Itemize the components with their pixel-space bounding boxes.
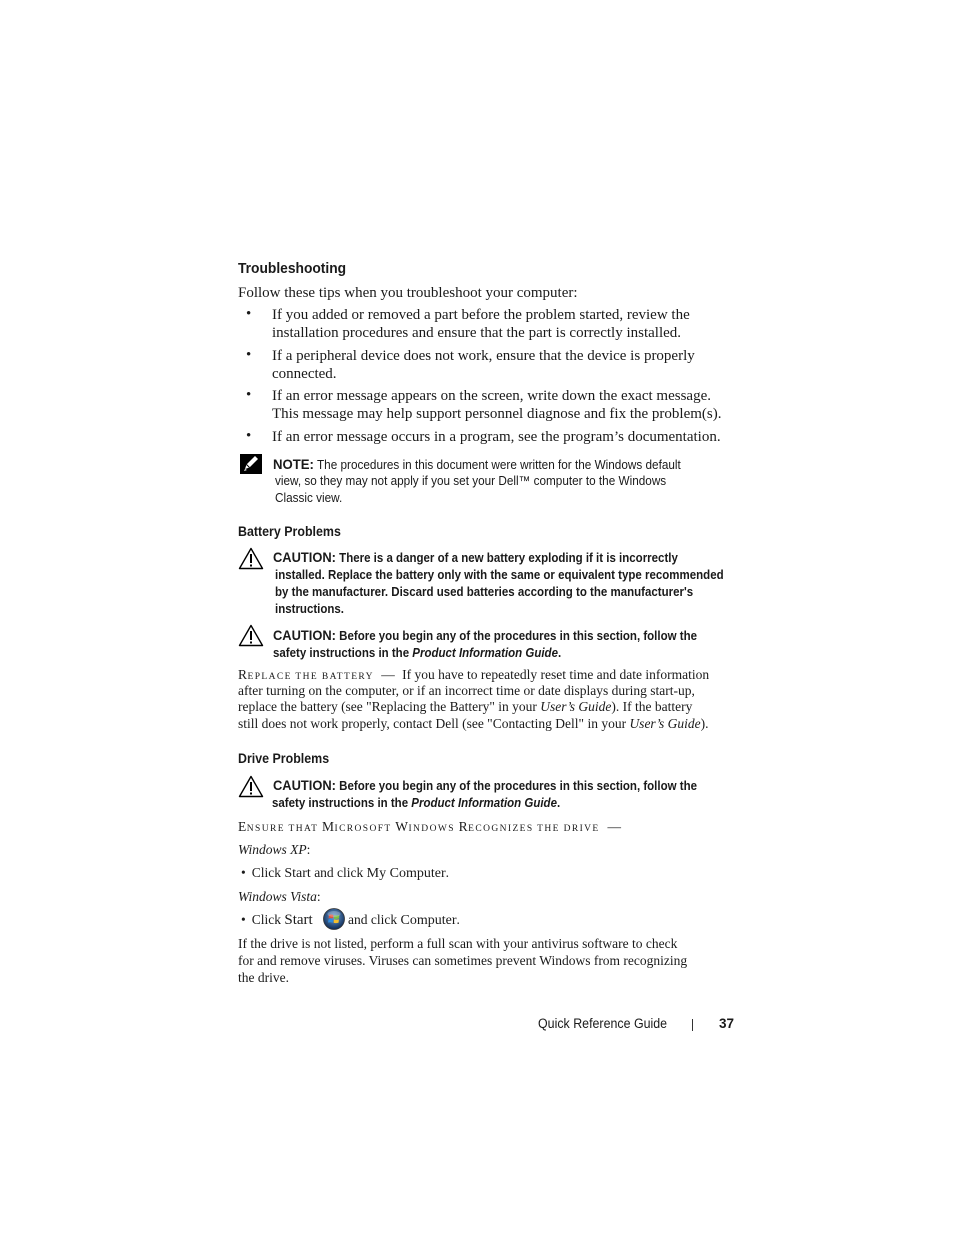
my-computer-label: My Computer — [366, 866, 446, 881]
section-heading-drive: Drive Problems — [238, 751, 330, 766]
caution-line-1: CAUTION: Before you begin any of the procedures in this section, follow the — [273, 627, 697, 643]
bullet-icon: • — [241, 912, 246, 927]
bullet-icon: • — [246, 347, 252, 363]
footer-separator — [692, 1019, 693, 1031]
section-heading-battery: Battery Problems — [238, 524, 341, 539]
users-guide-ref: User’s Guide — [540, 699, 612, 714]
list-item: If an error message occurs in a program, see the program’s documentation. — [272, 429, 721, 445]
caution-line-3: by the manufacturer. Discard used batteries according to the manufacturer's — [275, 585, 694, 599]
list-item: If a peripheral device does not work, ensure that the device is properly — [272, 348, 695, 364]
caution-line-2: safety instructions in the Product Information Guide. — [272, 796, 561, 810]
caution-warning-icon — [238, 624, 264, 647]
replace-battery-line-4: still does not work properly, contact Dell (see "Contacting Dell" in your User’s Guide). — [238, 716, 709, 731]
xp-instruction: • Click Start and click My Computer. — [241, 865, 449, 881]
bullet-icon: • — [246, 428, 252, 444]
start-menu-label: Start — [284, 912, 313, 928]
replace-battery-label: REPLACE THE BATTERY — [238, 667, 374, 682]
users-guide-ref: User’s Guide — [629, 716, 701, 731]
caution-line-2: installed. Replace the battery only with the same or equivalent type recommended — [275, 568, 724, 582]
list-item: If an error message appears on the screen, write down the exact message. — [272, 388, 711, 404]
guide-title: Product Information Guide — [411, 796, 557, 810]
page-number: 37 — [719, 1016, 735, 1031]
caution-line-1: CAUTION: Before you begin any of the procedures in this section, follow the — [273, 777, 697, 793]
replace-battery-line-3: replace the battery (see "Replacing the Battery" in your User’s Guide). If the battery — [238, 699, 693, 714]
caution-line-2: safety instructions in the Product Information Guide. — [273, 646, 562, 660]
intro-text: Follow these tips when you troubleshoot your computer: — [238, 285, 578, 301]
note-line-2: view, so they may not apply if you set your Dell™ computer to the Windows — [275, 474, 667, 488]
windows-vista-label: Windows Vista: — [238, 889, 321, 904]
caution-label: CAUTION: — [273, 777, 336, 793]
scan-line-2: for and remove viruses. Viruses can sometimes prevent Windows from recognizing — [238, 953, 688, 968]
list-item: If you added or removed a part before the problem started, review the — [272, 307, 690, 323]
scan-line-1: If the drive is not listed, perform a full scan with your antivirus software to check — [238, 936, 678, 951]
windows-start-orb-icon — [323, 908, 345, 930]
caution-warning-icon — [238, 547, 264, 570]
windows-xp-label: Windows XP: — [238, 842, 311, 857]
vista-instruction: • Click Start — [241, 912, 313, 928]
note-pencil-icon — [240, 454, 262, 474]
guide-title: Product Information Guide — [412, 646, 558, 660]
caution-warning-icon — [238, 775, 264, 798]
note-line-1: NOTE: The procedures in this document were written for the Windows default — [273, 456, 681, 472]
caution-line-4: instructions. — [275, 602, 345, 616]
note-line-3: Classic view. — [275, 491, 343, 505]
scan-line-3: the drive. — [238, 970, 289, 985]
page-title: Troubleshooting — [238, 260, 347, 277]
bullet-icon: • — [246, 306, 252, 322]
vista-instruction-tail: and click Computer. — [348, 912, 460, 928]
caution-line-1: CAUTION: There is a danger of a new battery exploding if it is incorrectly — [273, 549, 678, 565]
caution-label: CAUTION: — [273, 627, 336, 643]
replace-battery-line-1: REPLACE THE BATTERY — If you have to repeatedly reset time and date information — [238, 667, 710, 682]
start-menu-label: Start — [284, 866, 311, 881]
list-item: connected. — [272, 366, 337, 382]
list-item: This message may help support personnel diagnose and fix the problem(s). — [272, 406, 722, 422]
bullet-icon: • — [241, 865, 246, 880]
list-item: installation procedures and ensure that the part is correctly installed. — [272, 325, 682, 341]
replace-battery-line-2: after turning on the computer, or if an incorrect time or date displays during start-up, — [238, 683, 695, 698]
caution-label: CAUTION: — [273, 549, 336, 565]
ensure-windows-label: ENSURE THAT MICROSOFT WINDOWS RECOGNIZES THE DRIVE — — [238, 819, 622, 834]
note-label: NOTE: — [273, 456, 314, 472]
footer-guide-title: Quick Reference Guide — [538, 1016, 668, 1031]
computer-label: Computer — [400, 913, 457, 928]
bullet-icon: • — [246, 387, 252, 403]
